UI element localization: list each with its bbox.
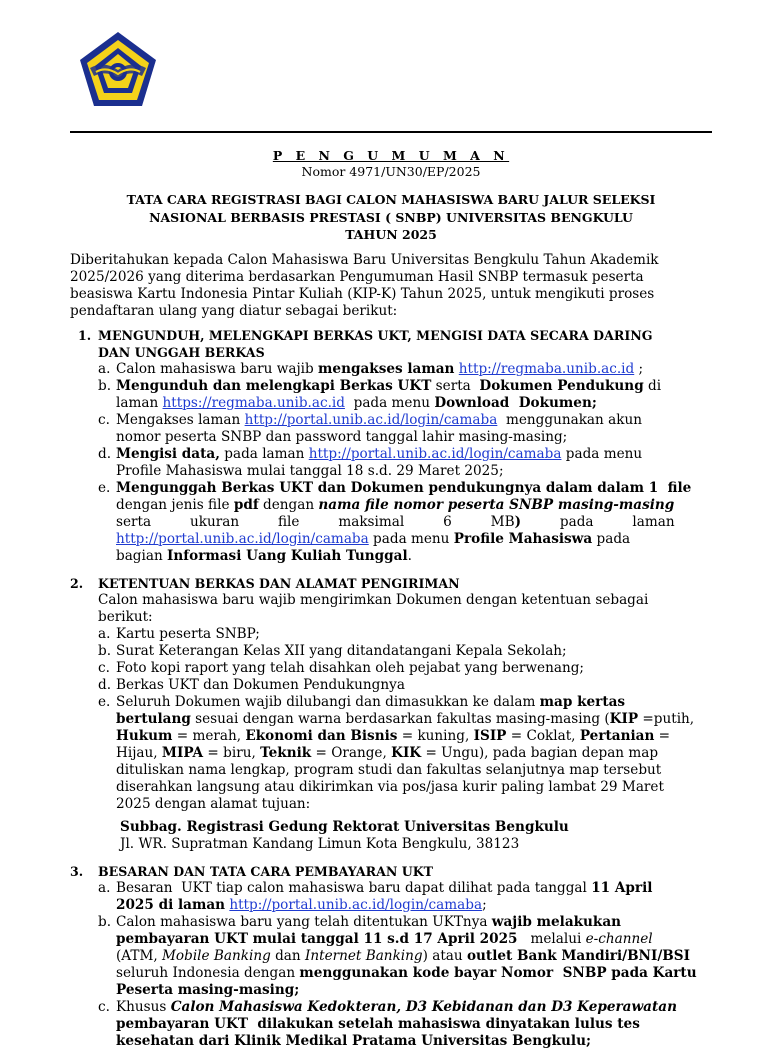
item-text: pada (592, 531, 631, 547)
item-text: Khusus (116, 999, 171, 1015)
item-line (116, 999, 677, 1015)
item-text: Calon mahasiswa baru wajib (116, 361, 319, 377)
item-line (116, 880, 652, 896)
item-letter: d. (98, 677, 112, 693)
item-bold-text: Hukum (116, 728, 173, 744)
announcement-header (70, 148, 712, 244)
address-line-2: Jl. WR. Supratman Kandang Limun Kota Bengkulu, 38123 (120, 836, 520, 852)
item-bold-text: Profile Mahasiswa (453, 531, 593, 547)
item-text: seluruh Indonesia dengan (116, 965, 300, 981)
pengumuman-title: P E N G U M U M A N (272, 148, 510, 163)
item-bold-text: wajib melakukan (491, 914, 622, 930)
portal-link[interactable]: http://portal.unib.ac.id/login/camaba (244, 412, 498, 428)
portal-link[interactable]: http://portal.unib.ac.id/login/camaba (308, 446, 562, 462)
item-text: Mengakses laman (116, 412, 245, 428)
section-2-number: 2. (70, 576, 84, 591)
header-divider (70, 131, 712, 133)
item-line (116, 514, 675, 530)
item-line (116, 694, 625, 710)
item-text: = (654, 728, 671, 744)
item-bold-italic-text: Calon Mahasiswa Kedokteran, D3 Kebidanan dan D3 Keperawatan (170, 999, 677, 1015)
item-line: pembayaran UKT dilakukan setelah mahasiswa dinyatakan lulus tes (116, 1016, 640, 1032)
section-2-intro-line-1: Calon mahasiswa baru wajib mengirimkan Dokumen dengan ketentuan sebagai (98, 592, 649, 608)
item-bold-text: mengakses laman (318, 361, 455, 377)
list-item (98, 378, 718, 412)
item-line (116, 965, 697, 981)
section-1-items (98, 361, 718, 565)
section-1-title (98, 327, 653, 361)
list-item (98, 660, 718, 677)
item-line: kesehatan dari Klinik Medikal Pratama Universitas Bengkulu; (116, 1033, 591, 1049)
item-bold-text: pembayaran UKT mulai tanggal 11 s.d 17 April 2025 (116, 931, 518, 947)
item-letter: d. (98, 446, 112, 462)
section-2 (70, 575, 718, 853)
item-line (116, 914, 621, 930)
address-line-1: Subbag. Registrasi Gedung Rektorat Universitas Bengkulu (120, 819, 569, 835)
item-text: = biru, (203, 745, 261, 761)
item-line (116, 711, 694, 727)
list-item (98, 694, 718, 813)
announcement-body (70, 252, 718, 1050)
item-bold-text: Teknik (260, 745, 312, 761)
item-italic-text: e-channel (585, 931, 653, 947)
item-bold-text: bertulang (116, 711, 191, 727)
item-text: =putih, (638, 711, 695, 727)
item-letter: a. (98, 626, 111, 642)
intro-line-2: 2025/2026 yang diterima berdasarkan Pengumuman Hasil SNBP termasuk peserta (70, 269, 644, 285)
item-text: Hijau, (116, 745, 162, 761)
item-line: 2025 dengan alamat tujuan: (116, 796, 311, 812)
intro-paragraph (70, 252, 718, 320)
item-text: Besaran UKT tiap calon mahasiswa baru dapat dilihat pada tanggal (116, 880, 592, 896)
item-text: sesuai dengan warna berdasarkan fakultas masing-masing ( (190, 711, 610, 727)
item-bold-text: Download Dokumen; (434, 395, 597, 411)
item-text: di (643, 378, 662, 394)
section-2-items (98, 592, 718, 853)
item-text: ; (482, 897, 487, 913)
intro-line-3: beasiswa Kartu Indonesia Pintar Kuliah (KIP-K) Tahun 2025, untuk mengikuti proses (70, 286, 655, 302)
list-item (98, 643, 718, 660)
item-line (116, 446, 642, 462)
item-bold-text: ISIP (473, 728, 507, 744)
item-italic-text: Mobile Banking (162, 948, 271, 964)
item-text: bagian (116, 548, 168, 564)
item-text: pada menu (561, 446, 643, 462)
item-text: dan (270, 948, 305, 964)
item-text: melalui (517, 931, 586, 947)
portal-link[interactable]: http://portal.unib.ac.id/login/camaba (229, 897, 483, 913)
section-1 (70, 327, 718, 565)
item-line (116, 897, 487, 913)
item-text: = kuning, (397, 728, 474, 744)
item-text: laman (116, 395, 163, 411)
item-line (116, 948, 690, 964)
list-item (98, 914, 718, 999)
item-letter: b. (98, 378, 112, 394)
section-1-title-line-2: DAN UNGGAH BERKAS (98, 345, 265, 360)
item-letter: c. (98, 412, 110, 428)
item-text: Seluruh Dokumen wajib dilubangi dan dimasukkan ke dalam (116, 694, 540, 710)
item-text: dengan (258, 497, 319, 513)
section-2-heading (70, 575, 718, 592)
section-2-intro-line-2: berikut: (98, 609, 153, 625)
regmaba-https-link[interactable]: https://regmaba.unib.ac.id (162, 395, 345, 411)
item-bold-text: 2025 di laman (116, 897, 226, 913)
list-item (98, 446, 718, 480)
announcement-number: Nomor 4971/UN30/EP/2025 (301, 164, 481, 179)
item-letter: e. (98, 694, 111, 710)
item-bold-text: Mengunduh dan melengkapi Berkas UKT (116, 378, 432, 394)
list-item (98, 677, 718, 694)
portal-link[interactable]: http://portal.unib.ac.id/login/camaba (116, 531, 369, 547)
item-bold-text: outlet Bank Mandiri/BNI/BSI (466, 948, 690, 964)
item-line (116, 728, 670, 744)
heading-line-3: TAHUN 2025 (345, 227, 437, 242)
heading-line-1: TATA CARA REGISTRASI BAGI CALON MAHASISWA BARU JALUR SELEKSI (126, 192, 656, 207)
item-bold-text: MIPA (161, 745, 204, 761)
list-item (98, 412, 718, 446)
item-text: Foto kopi raport yang telah disahkan oleh pejabat yang berwenang; (116, 660, 584, 676)
item-letter: c. (98, 660, 110, 676)
item-italic-text: Internet Banking (305, 948, 423, 964)
item-bold-text: ) (514, 514, 521, 530)
section-3 (70, 863, 718, 1050)
item-bold-text: Mengisi data, (116, 446, 220, 462)
list-item (98, 999, 718, 1050)
section-1-title-line-1: MENGUNDUH, MELENGKAPI BERKAS UKT, MENGISI DATA SECARA DARING (98, 328, 653, 343)
intro-line-4: pendaftaran ulang yang diatur sebagai berikut: (70, 303, 398, 319)
item-line: Peserta masing-masing; (116, 982, 300, 998)
item-line: Profile Mahasiswa mulai tanggal 18 s.d. 29 Maret 2025; (116, 463, 504, 479)
announcement-heading (70, 191, 712, 244)
list-item (98, 480, 718, 565)
list-item (98, 361, 718, 378)
item-text: serta (431, 378, 480, 394)
item-text: pada laman (219, 446, 309, 462)
item-bold-text: pdf (233, 497, 259, 513)
item-line: nomor peserta SNBP dan password tanggal lahir masing-masing; (116, 429, 568, 445)
item-bold-text: Informasi Uang Kuliah Tunggal (167, 548, 408, 564)
item-text: pada menu (344, 395, 435, 411)
item-line (116, 931, 653, 947)
section-1-heading (70, 327, 718, 361)
item-text: Calon mahasiswa baru yang telah ditentukan UKTnya (116, 914, 492, 930)
list-item (98, 880, 718, 914)
item-letter: e. (98, 480, 111, 496)
intro-line-1: Diberitahukan kepada Calon Mahasiswa Baru Universitas Bengkulu Tahun Akademik (70, 252, 659, 268)
item-text: Kartu peserta SNBP; (116, 626, 260, 642)
item-text: pada menu (368, 531, 454, 547)
item-text: Berkas UKT dan Dokumen Pendukungnya (116, 677, 405, 693)
item-letter: a. (98, 880, 111, 896)
section-3-number: 3. (70, 864, 84, 879)
item-bold-text: menggunakan kode bayar Nomor SNBP pada Kartu (299, 965, 697, 981)
item-text: = Ungu), pada bagian depan map (421, 745, 659, 761)
item-text: = Coklat, (506, 728, 580, 744)
item-bold-text: Ekonomi dan Bisnis (245, 728, 398, 744)
item-line (116, 745, 658, 761)
section-1-number: 1. (78, 328, 92, 343)
item-bold-text: Pertanian (579, 728, 655, 744)
item-text: = Orange, (311, 745, 392, 761)
item-text: = merah, (172, 728, 246, 744)
item-letter: b. (98, 914, 112, 930)
item-letter: c. (98, 999, 110, 1015)
item-text: Surat Keterangan Kelas XII yang ditandatangani Kepala Sekolah; (116, 643, 567, 659)
list-item (98, 626, 718, 643)
item-bold-text: map kertas (539, 694, 626, 710)
section-3-title: BESARAN DAN TATA CARA PEMBAYARAN UKT (98, 864, 434, 879)
item-line (116, 395, 597, 411)
item-bold-text: 11 April (591, 880, 653, 896)
item-line (116, 378, 661, 394)
item-line: Mengunggah Berkas UKT dan Dokumen pendukungnya dalam dalam 1 file (116, 480, 692, 496)
item-bold-text: KIK (391, 745, 422, 761)
item-text: dengan jenis file (116, 497, 234, 513)
heading-line-2: NASIONAL BERBASIS PRESTASI ( SNBP) UNIVERSITAS BENGKULU (149, 209, 633, 225)
item-letter: b. (98, 643, 112, 659)
item-bold-text: KIP (609, 711, 639, 727)
item-text: . (407, 548, 412, 564)
item-text: pada laman (521, 514, 675, 530)
regmaba-link[interactable]: http://regmaba.unib.ac.id (458, 361, 635, 377)
item-bold-text: Dokumen Pendukung (479, 378, 644, 394)
item-line (116, 497, 674, 513)
mailing-address (120, 819, 718, 853)
section-3-heading (70, 863, 718, 880)
section-2-title: KETENTUAN BERKAS DAN ALAMAT PENGIRIMAN (98, 576, 460, 591)
item-line (116, 531, 630, 547)
item-text: menggunakan akun (497, 412, 642, 428)
item-letter: a. (98, 361, 111, 377)
item-line (116, 548, 412, 564)
item-text: ; (634, 361, 644, 377)
item-bold-italic-text: nama file nomor peserta SNBP masing-masing (318, 497, 675, 513)
item-line: dituliskan nama lengkap, program studi dan fakultas selanjutnya map tersebut (116, 762, 662, 778)
item-line: diserahkan langsung atau dikirimkan via pos/jasa kurir paling lambat 29 Maret (116, 779, 664, 795)
item-text: ) atau (422, 948, 467, 964)
item-text: serta ukuran file maksimal 6 MB (116, 514, 515, 530)
item-line (116, 412, 642, 428)
section-3-items (98, 880, 718, 1050)
item-text: (ATM, (116, 948, 163, 964)
university-logo-icon (78, 30, 158, 110)
